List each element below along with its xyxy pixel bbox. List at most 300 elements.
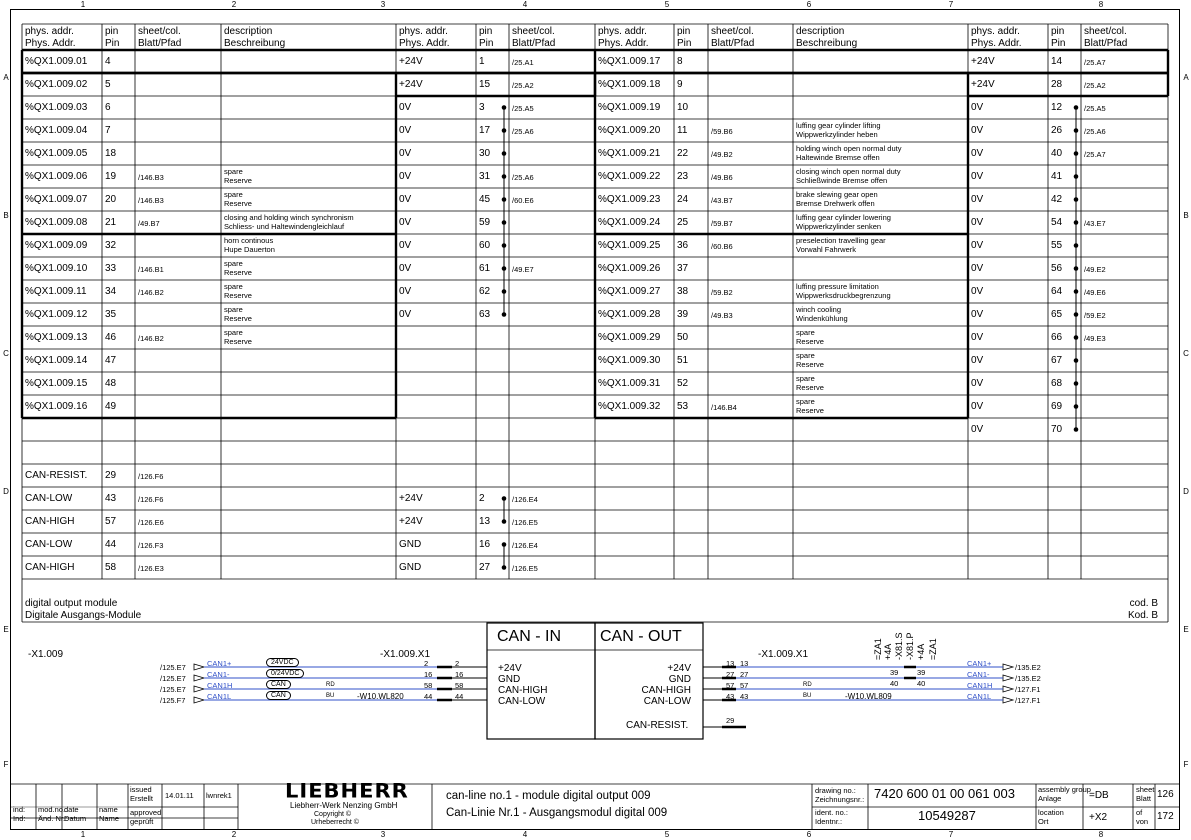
io-pin: 11 xyxy=(677,125,688,136)
column-label-top: 3 xyxy=(380,0,386,9)
approved-label-de: geprüft xyxy=(130,817,154,826)
io-pin: 24 xyxy=(677,194,689,205)
io-address: CAN-LOW xyxy=(25,539,73,550)
io-sheet-ref: /59.B6 xyxy=(711,127,733,136)
io-description-en: brake slewing gear open xyxy=(796,190,878,199)
power-pin: 59 xyxy=(479,217,491,228)
io-pin: 4 xyxy=(105,56,111,67)
can-out-pin-label: GND xyxy=(668,674,691,685)
header-pin: pin xyxy=(1051,26,1065,37)
header-pin: pin xyxy=(105,26,119,37)
power-address: GND xyxy=(399,539,422,550)
row-label-right: D xyxy=(1183,487,1189,496)
io-pin: 35 xyxy=(105,309,117,320)
header-pin: pin xyxy=(677,26,691,37)
io-pin: 7 xyxy=(105,125,111,136)
io-sheet-ref: /126.F6 xyxy=(138,495,164,504)
io-pin: 20 xyxy=(105,194,117,205)
power-sheet-ref: /49.E6 xyxy=(1084,288,1106,297)
power-address: 0V xyxy=(399,148,412,159)
power-pin: 15 xyxy=(479,79,491,90)
io-description-en: spare xyxy=(224,328,243,337)
vertical-label: -X81.P xyxy=(905,632,915,660)
power-address: 0V xyxy=(971,309,984,320)
assembly-label: assembly group xyxy=(1038,785,1091,794)
column-label-bottom: 4 xyxy=(522,830,528,839)
io-address: %QX1.009.26 xyxy=(598,263,661,274)
io-sheet-ref: /59.B2 xyxy=(711,288,733,297)
io-address: %QX1.009.31 xyxy=(598,378,661,389)
location-label-de: Ort xyxy=(1038,817,1049,826)
copyright-de: Urheberrecht © xyxy=(311,819,359,826)
power-pin: 12 xyxy=(1051,102,1063,113)
io-address: %QX1.009.14 xyxy=(25,355,88,366)
wire-arrow xyxy=(1003,675,1013,681)
io-description-en: spare xyxy=(224,167,243,176)
io-address: %QX1.009.23 xyxy=(598,194,661,205)
io-pin: 44 xyxy=(105,539,117,550)
io-pin: 19 xyxy=(105,171,117,182)
right-terminal-label: -X1.009.X1 xyxy=(758,649,809,660)
module-code-en: cod. B xyxy=(1129,598,1158,609)
power-pin: 31 xyxy=(479,171,491,182)
io-pin: 53 xyxy=(677,401,689,412)
io-description-de: Reserve xyxy=(224,314,252,323)
left-cross-ref: /125.E7 xyxy=(160,674,186,683)
io-pin: 6 xyxy=(105,102,111,113)
vertical-label: =ZA1 xyxy=(873,638,883,660)
wire-arrow xyxy=(1003,664,1013,670)
terminal-pin: 58 xyxy=(455,681,464,690)
io-pin: 38 xyxy=(677,286,689,297)
io-sheet-ref: /126.E6 xyxy=(138,518,164,527)
assembly-value: =DB xyxy=(1089,790,1109,801)
power-pin: 17 xyxy=(479,125,491,136)
wire-arrow xyxy=(194,675,204,681)
io-pin: 52 xyxy=(677,378,689,389)
power-address: 0V xyxy=(399,171,412,182)
io-address: %QX1.009.21 xyxy=(598,148,661,159)
io-description-en: luffing gear cylinder lowering xyxy=(796,213,891,222)
power-pin: 26 xyxy=(1051,125,1063,136)
io-description-en: luffing pressure limitation xyxy=(796,282,879,291)
io-description-de: Wippwerkzylinder senken xyxy=(796,222,882,231)
right-cross-ref: /135.E2 xyxy=(1015,674,1041,683)
power-sheet-ref: /60.E6 xyxy=(512,196,534,205)
power-address: 0V xyxy=(971,355,984,366)
io-description-en: luffing gear cylinder lifting xyxy=(796,121,881,130)
left-cross-ref: /125.F7 xyxy=(160,696,186,705)
can-out-pin-label: +24V xyxy=(667,663,691,674)
power-pin: 2 xyxy=(479,493,485,504)
io-address: %QX1.009.29 xyxy=(598,332,661,343)
io-sheet-ref: /60.B6 xyxy=(711,242,733,251)
ident-label: ident. no.: xyxy=(815,808,848,817)
io-address: %QX1.009.11 xyxy=(25,286,87,297)
terminal-pin: 27 xyxy=(740,670,749,679)
row-label-right: E xyxy=(1183,625,1189,634)
terminal-pin: 58 xyxy=(424,681,433,690)
power-pin: 63 xyxy=(479,309,491,320)
io-address: %QX1.009.01 xyxy=(25,56,88,67)
column-label-bottom: 8 xyxy=(1098,830,1104,839)
column-label-top: 4 xyxy=(522,0,528,9)
io-description-en: closing winch open normal duty xyxy=(796,167,901,176)
power-pin: 16 xyxy=(479,539,491,550)
io-address: %QX1.009.09 xyxy=(25,240,88,251)
io-address: CAN-HIGH xyxy=(25,516,75,527)
io-address: %QX1.009.20 xyxy=(598,125,661,136)
header-sheet-de: Blatt/Pfad xyxy=(512,38,556,49)
io-description-en: spare xyxy=(224,305,243,314)
can-out-pin-label: CAN-LOW xyxy=(643,696,691,707)
header-phys-addr: phys. addr. xyxy=(25,26,74,37)
power-address: 0V xyxy=(971,102,984,113)
power-address: 0V xyxy=(971,424,984,435)
io-address: CAN-RESIST. xyxy=(25,470,88,481)
io-description-de: Windenkühlung xyxy=(796,314,848,323)
wire-color-rd: RD xyxy=(326,682,335,688)
can-resist-label: CAN-RESIST. xyxy=(626,720,689,731)
io-pin: 9 xyxy=(677,79,683,90)
power-sheet-ref: /126.E5 xyxy=(512,518,538,527)
io-description-en: horn continous xyxy=(224,236,274,245)
drawing-title-en: can-line no.1 - module digital output 009 xyxy=(446,790,651,802)
io-address: %QX1.009.19 xyxy=(598,102,661,113)
terminal-pin: 43 xyxy=(740,692,749,701)
company-name: Liebherr-Werk Nenzing GmbH xyxy=(290,801,398,810)
plug-pin: 40 xyxy=(890,679,899,688)
name-label: name xyxy=(99,805,118,814)
left-wire-name: CAN1L xyxy=(207,692,232,701)
io-sheet-ref: /49.B2 xyxy=(711,150,733,159)
io-description-de: Schliess- und Haltewindengleichlauf xyxy=(224,222,345,231)
power-sheet-ref: /49.E3 xyxy=(1084,334,1106,343)
header-sheet: sheet/col. xyxy=(138,26,181,37)
io-sheet-ref: /49.B3 xyxy=(711,311,733,320)
header-description-de: Beschreibung xyxy=(224,38,286,49)
io-address: %QX1.009.02 xyxy=(25,79,88,90)
right-wire-name: CAN1L xyxy=(967,692,992,701)
module-code-de: Kod. B xyxy=(1127,610,1158,621)
power-sheet-ref: /25.A5 xyxy=(1084,104,1106,113)
header-phys-addr: phys. addr. xyxy=(971,26,1020,37)
power-sheet-ref: /126.E4 xyxy=(512,495,538,504)
drawing-no-label-de: Zeichnungsnr.: xyxy=(815,795,865,804)
signal-tag: CAN xyxy=(266,691,291,700)
power-pin: 28 xyxy=(1051,79,1063,90)
io-description-de: Reserve xyxy=(224,291,252,300)
io-address: %QX1.009.05 xyxy=(25,148,88,159)
io-sheet-ref: /146.B3 xyxy=(138,173,164,182)
power-address: 0V xyxy=(971,286,984,297)
wire-arrow xyxy=(1003,686,1013,692)
power-pin: 1 xyxy=(479,56,485,67)
left-wire-name: CAN1+ xyxy=(207,659,232,668)
power-pin: 70 xyxy=(1051,424,1063,435)
power-pin: 60 xyxy=(479,240,491,251)
header-pin-de: Pin xyxy=(105,38,120,49)
power-address: 0V xyxy=(971,125,984,136)
io-pin: 43 xyxy=(105,493,117,504)
power-address: 0V xyxy=(971,378,984,389)
power-pin: 62 xyxy=(479,286,491,297)
power-address: 0V xyxy=(399,125,412,136)
power-pin: 56 xyxy=(1051,263,1063,274)
header-sheet: sheet/col. xyxy=(512,26,555,37)
header-pin-de: Pin xyxy=(479,38,494,49)
power-address: 0V xyxy=(399,194,412,205)
terminal-pin: 27 xyxy=(726,670,735,679)
io-address: %QX1.009.13 xyxy=(25,332,88,343)
wire-arrow xyxy=(1003,697,1013,703)
power-pin: 55 xyxy=(1051,240,1063,251)
sheet-number: 126 xyxy=(1157,789,1174,800)
io-description-en: winch cooling xyxy=(796,305,842,314)
io-pin: 58 xyxy=(105,562,117,573)
power-sheet-ref: /126.E4 xyxy=(512,541,538,550)
vertical-label: =ZA1 xyxy=(928,638,938,660)
resist-pin: 29 xyxy=(726,716,735,725)
io-description-de: Reserve xyxy=(224,337,252,346)
location-value: +X2 xyxy=(1089,812,1108,823)
io-sheet-ref: /146.B4 xyxy=(711,403,737,412)
io-pin: 37 xyxy=(677,263,689,274)
power-sheet-ref: /49.E2 xyxy=(1084,265,1106,274)
power-address: 0V xyxy=(399,102,412,113)
name-label-de: Name xyxy=(99,814,120,823)
power-address: 0V xyxy=(971,240,984,251)
io-address: %QX1.009.22 xyxy=(598,171,661,182)
power-address: 0V xyxy=(971,194,984,205)
terminal-pin: 57 xyxy=(740,681,749,690)
io-pin: 47 xyxy=(105,355,117,366)
io-pin: 25 xyxy=(677,217,689,228)
of-label: of xyxy=(1136,808,1143,817)
io-pin: 46 xyxy=(105,332,117,343)
right-cross-ref: /127.F1 xyxy=(1015,696,1041,705)
power-pin: 64 xyxy=(1051,286,1063,297)
io-description-de: Reserve xyxy=(224,176,252,185)
header-sheet-de: Blatt/Pfad xyxy=(711,38,755,49)
power-sheet-ref: /59.E2 xyxy=(1084,311,1106,320)
drawing-number: 7420 600 01 00 061 003 xyxy=(874,786,1015,801)
drawing-title-de: Can-Linie Nr.1 - Ausgangsmodul digital 009 xyxy=(446,807,668,819)
terminal-pin: 57 xyxy=(726,681,735,690)
power-sheet-ref: /25.A2 xyxy=(512,81,534,90)
terminal-pin: 13 xyxy=(740,659,749,668)
header-pin: pin xyxy=(479,26,493,37)
power-sheet-ref: /25.A7 xyxy=(1084,150,1106,159)
can-in-pin-label: CAN-LOW xyxy=(498,696,546,707)
can-out-title: CAN - OUT xyxy=(600,628,682,645)
io-pin: 51 xyxy=(677,355,689,366)
header-pin-de: Pin xyxy=(1051,38,1066,49)
io-pin: 32 xyxy=(105,240,117,251)
io-pin: 33 xyxy=(105,263,117,274)
io-sheet-ref: /146.B1 xyxy=(138,265,164,274)
column-label-bottom: 7 xyxy=(948,830,954,839)
left-cross-ref: /125.E7 xyxy=(160,685,186,694)
io-address: %QX1.009.25 xyxy=(598,240,661,251)
can-in-pin-label: GND xyxy=(498,674,521,685)
io-description-de: Reserve xyxy=(796,383,824,392)
io-pin: 49 xyxy=(105,401,117,412)
io-description-en: spare xyxy=(796,374,815,383)
power-address: 0V xyxy=(399,286,412,297)
wire-color-bu: BU xyxy=(326,693,335,699)
column-label-bottom: 5 xyxy=(664,830,670,839)
row-label-right: F xyxy=(1183,759,1189,769)
column-label-top: 1 xyxy=(80,0,86,9)
io-description-en: preselection travelling gear xyxy=(796,236,886,245)
io-description-en: closing and holding winch synchronism xyxy=(224,213,354,222)
issued-name: lwnrek1 xyxy=(206,791,232,800)
left-cross-ref: /125.E7 xyxy=(160,663,186,672)
header-phys-addr: phys. addr. xyxy=(399,26,448,37)
io-description-de: Reserve xyxy=(224,268,252,277)
power-address: +24V xyxy=(399,56,423,67)
power-pin: 42 xyxy=(1051,194,1063,205)
sheet-label: sheet xyxy=(1136,785,1155,794)
signal-tag: CAN xyxy=(266,680,291,689)
column-label-bottom: 2 xyxy=(231,830,237,839)
header-phys-addr-de: Phys. Addr. xyxy=(971,38,1022,49)
power-address: GND xyxy=(399,562,422,573)
io-description-de: Reserve xyxy=(796,360,824,369)
signal-tag: 24VDC xyxy=(266,658,299,667)
io-description-en: spare xyxy=(224,259,243,268)
io-sheet-ref: /146.B3 xyxy=(138,196,164,205)
power-sheet-ref: /25.A7 xyxy=(1084,58,1106,67)
power-pin: 66 xyxy=(1051,332,1063,343)
row-label-right: A xyxy=(1183,73,1189,82)
power-address: 0V xyxy=(399,263,412,274)
io-address: CAN-LOW xyxy=(25,493,73,504)
power-pin: 61 xyxy=(479,263,491,274)
io-address: %QX1.009.16 xyxy=(25,401,88,412)
io-sheet-ref: /43.B7 xyxy=(711,196,733,205)
of-label-de: von xyxy=(1136,817,1149,826)
power-address: 0V xyxy=(399,309,412,320)
right-cable-label: -W10.WL809 xyxy=(845,692,892,701)
io-description-de: Wippwerksdruckbegrenzung xyxy=(796,291,891,300)
wire-arrow xyxy=(194,664,204,670)
power-address: 0V xyxy=(971,171,984,182)
io-pin: 57 xyxy=(105,516,117,527)
power-address: +24V xyxy=(399,493,423,504)
can-in-title: CAN - IN xyxy=(497,628,561,645)
date-label-de: Datum xyxy=(64,814,87,823)
left-cable-label: -W10.WL820 xyxy=(357,692,404,701)
power-sheet-ref: /25.A6 xyxy=(512,173,534,182)
io-sheet-ref: /59.B7 xyxy=(711,219,733,228)
io-address: %QX1.009.12 xyxy=(25,309,88,320)
vertical-label: +4A xyxy=(883,643,893,660)
terminal-pin: 43 xyxy=(726,692,735,701)
drawing-no-label: drawing no.: xyxy=(815,786,856,795)
terminal-pin: 44 xyxy=(424,692,433,701)
can-in-pin-label: CAN-HIGH xyxy=(498,685,548,696)
io-description-de: Schließwinde Bremse offen xyxy=(796,176,888,185)
wire-arrow xyxy=(194,686,204,692)
io-description-en: holding winch open normal duty xyxy=(796,144,902,153)
left-wire-name: CAN1- xyxy=(207,670,230,679)
column-label-bottom: 6 xyxy=(806,830,812,839)
power-pin: 41 xyxy=(1051,171,1063,182)
power-address: 0V xyxy=(971,148,984,159)
io-sheet-ref: /146.B2 xyxy=(138,334,164,343)
column-label-bottom: 1 xyxy=(80,830,86,839)
can-out-pin-label: CAN-HIGH xyxy=(641,685,691,696)
io-pin: 48 xyxy=(105,378,117,389)
io-address: %QX1.009.03 xyxy=(25,102,88,113)
approved-label: approved xyxy=(130,808,162,817)
column-label-top: 7 xyxy=(948,0,954,9)
header-sheet-de: Blatt/Pfad xyxy=(138,38,182,49)
assembly-label-de: Anlage xyxy=(1038,794,1062,803)
io-pin: 22 xyxy=(677,148,689,159)
header-sheet: sheet/col. xyxy=(1084,26,1127,37)
io-sheet-ref: /126.F6 xyxy=(138,472,164,481)
power-sheet-ref: /49.E7 xyxy=(512,265,534,274)
right-cross-ref: /127.F1 xyxy=(1015,685,1041,694)
right-wire-name: CAN1H xyxy=(967,681,993,690)
column-label-bottom: 3 xyxy=(380,830,386,839)
wire-color-rd: RD xyxy=(803,682,812,688)
power-sheet-ref: /25.A6 xyxy=(512,127,534,136)
plug-pin: 40 xyxy=(917,679,926,688)
io-pin: 50 xyxy=(677,332,689,343)
power-sheet-ref: /43.E7 xyxy=(1084,219,1106,228)
power-address: +24V xyxy=(399,79,423,90)
io-description-de: Reserve xyxy=(224,199,252,208)
location-label: location xyxy=(1038,808,1064,817)
io-description-de: Haltewinde Bremse offen xyxy=(796,153,880,162)
row-label-left: B xyxy=(3,211,9,220)
io-address: %QX1.009.18 xyxy=(598,79,661,90)
wire-color-bu: BU xyxy=(803,693,812,699)
header-phys-addr-de: Phys. Addr. xyxy=(399,38,450,49)
right-wire-name: CAN1+ xyxy=(967,659,992,668)
power-pin: 30 xyxy=(479,148,491,159)
row-label-left: C xyxy=(3,349,9,358)
can-in-pin-label: +24V xyxy=(498,663,522,674)
column-label-top: 8 xyxy=(1098,0,1104,9)
ind-label-de: Ind: xyxy=(13,814,26,823)
row-label-left: A xyxy=(3,73,9,82)
power-sheet-ref: /25.A1 xyxy=(512,58,534,67)
io-sheet-ref: /49.B6 xyxy=(711,173,733,182)
io-description-de: Hupe Dauerton xyxy=(224,245,275,254)
row-label-left: D xyxy=(3,487,9,496)
io-description-en: spare xyxy=(796,328,815,337)
power-sheet-ref: /126.E5 xyxy=(512,564,538,573)
io-address: %QX1.009.10 xyxy=(25,263,88,274)
io-description-de: Wippwerkzylinder heben xyxy=(796,130,878,139)
power-sheet-ref: /25.A5 xyxy=(512,104,534,113)
column-label-top: 5 xyxy=(664,0,670,9)
io-pin: 23 xyxy=(677,171,689,182)
io-description-de: Bremse Drehwerk offen xyxy=(796,199,875,208)
mod-label: mod.no.: xyxy=(38,805,68,814)
power-sheet-ref: /25.A2 xyxy=(1084,81,1106,90)
io-address: %QX1.009.32 xyxy=(598,401,661,412)
issued-label-de: Erstellt xyxy=(130,794,153,803)
module-title-en: digital output module xyxy=(25,598,118,609)
io-address: %QX1.009.24 xyxy=(598,217,661,228)
signal-tag: 0/24VDC xyxy=(266,669,304,678)
